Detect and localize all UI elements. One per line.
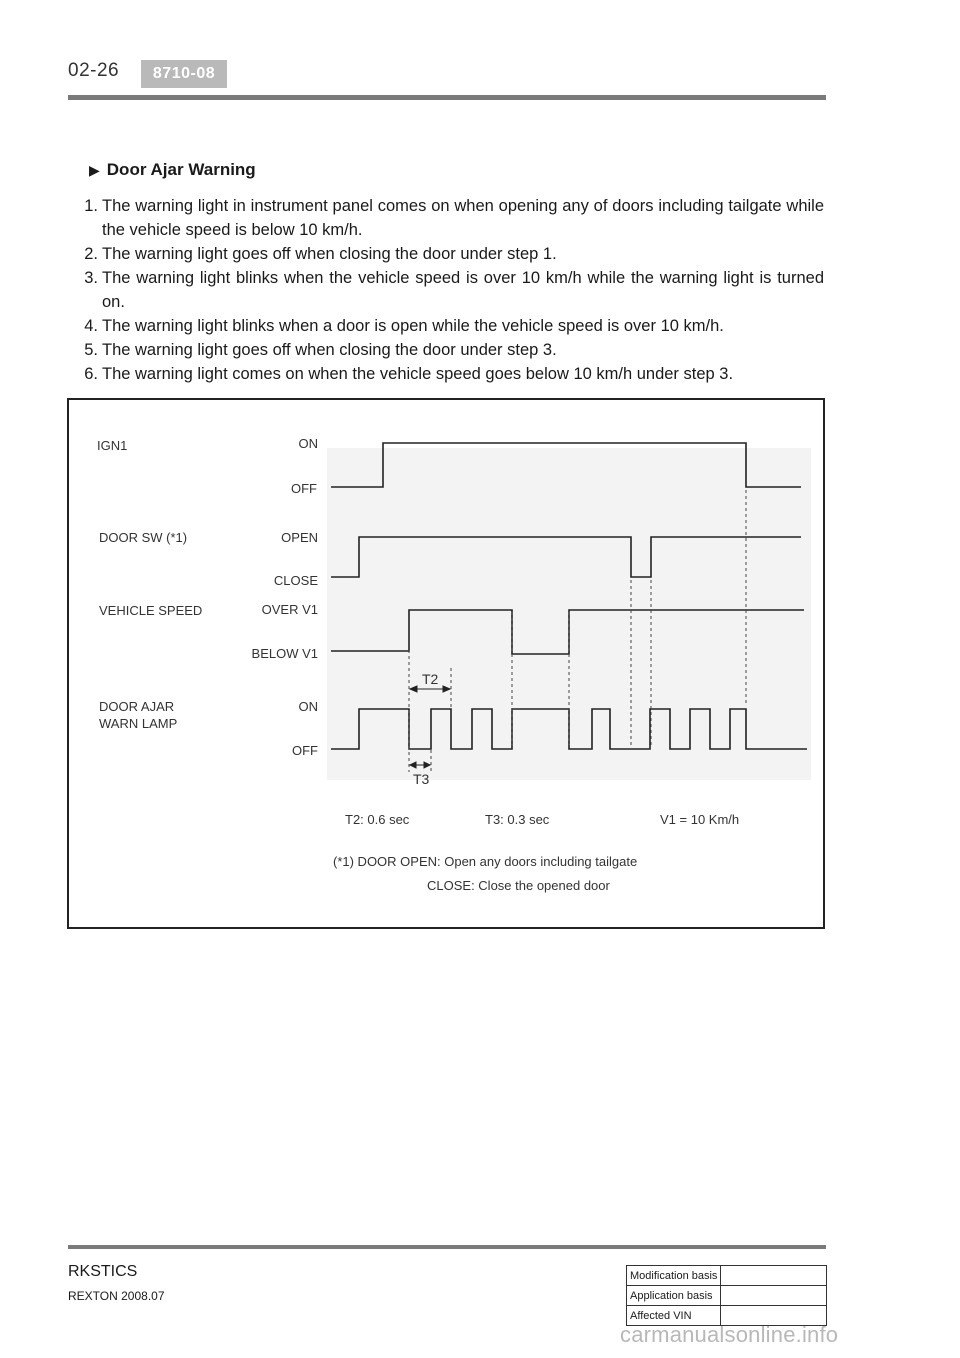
lamp-on-label: ON	[298, 699, 318, 714]
section-heading	[89, 160, 256, 180]
footer-title: RKSTICS	[68, 1263, 138, 1280]
note-line-2: CLOSE: Close the opened door	[427, 878, 610, 893]
triangle-bullet-icon: ▶	[89, 161, 100, 178]
speed-over-label: OVER V1	[261, 602, 318, 617]
list-item: 2. The warning light goes off when closing the door under step 1.	[84, 245, 557, 263]
timing-diagram	[67, 398, 825, 929]
speed-below-label: BELOW V1	[251, 646, 318, 661]
ign1-on-label: ON	[298, 436, 318, 451]
header-rule	[68, 95, 826, 100]
table-row: Application basis	[627, 1286, 827, 1306]
ign1-off-label: OFF	[291, 481, 317, 496]
table-row: Affected VIN	[627, 1306, 827, 1326]
door-sw-label: DOOR SW (*1)	[99, 530, 188, 545]
list-item: 4. The warning light blinks when a door is open while the vehicle speed is over 10 km/h.	[84, 317, 724, 335]
t3-value: T3: 0.3 sec	[485, 812, 550, 827]
footer-rule	[68, 1245, 826, 1249]
list-item: 6. The warning light comes on when the vehicle speed goes below 10 km/h under step 3.	[84, 365, 734, 383]
list-item: 5. The warning light goes off when closing the door under step 3.	[84, 341, 557, 359]
section-code-badge: 8710-08	[141, 60, 227, 88]
lamp-off-label: OFF	[292, 743, 318, 758]
modification-table	[626, 1265, 827, 1326]
door-open-label: OPEN	[281, 530, 318, 545]
list-item: 1. The warning light in instrument panel comes on when opening any of doors including tailgate while the vehicle speed is below 10 km/h.	[84, 197, 824, 239]
door-close-label: CLOSE	[273, 573, 318, 588]
watermark: carmanualsonline.info	[620, 1322, 839, 1347]
t3-label: T3	[413, 771, 430, 787]
table-row: Modification basis	[627, 1266, 827, 1286]
section-heading-text: Door Ajar Warning	[106, 160, 256, 179]
footer-subtitle: REXTON 2008.07	[68, 1289, 165, 1303]
note-line-1: (*1) DOOR OPEN: Open any doors including tailgate	[333, 854, 638, 869]
list-item: 3. The warning light blinks when the vehicle speed is over 10 km/h while the warning light is turned on.	[84, 269, 824, 311]
t2-label: T2	[422, 671, 439, 687]
steps-list	[72, 194, 824, 386]
ign1-label: IGN1	[97, 438, 128, 453]
page-number: 02-26	[68, 60, 120, 81]
vehicle-speed-label: VEHICLE SPEED	[99, 603, 203, 618]
t2-value: T2: 0.6 sec	[345, 812, 410, 827]
lamp-label-line1: DOOR AJAR	[99, 699, 175, 714]
lamp-label-line2: WARN LAMP	[99, 716, 178, 731]
v1-value: V1 = 10 Km/h	[660, 812, 740, 827]
